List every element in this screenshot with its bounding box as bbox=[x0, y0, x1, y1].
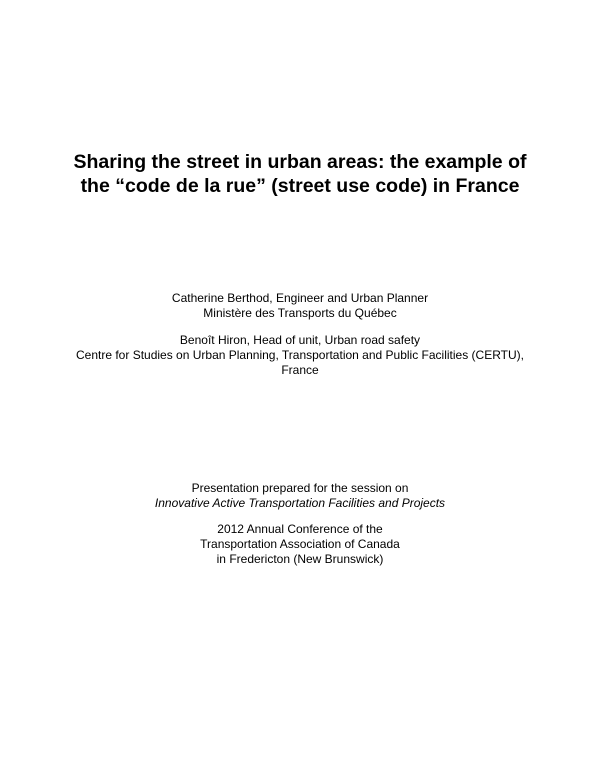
document-title bbox=[0, 150, 600, 198]
session-block bbox=[0, 481, 600, 511]
title-line-1: Sharing the street in urban areas: the example of bbox=[73, 151, 527, 173]
session-name: Innovative Active Transportation Facilities and Projects bbox=[154, 496, 446, 510]
author-block-2 bbox=[0, 333, 600, 378]
author-1-affiliation: Ministère des Transports du Québec bbox=[203, 306, 397, 320]
session-intro: Presentation prepared for the session on bbox=[191, 481, 409, 495]
title-line-2: the “code de la rue” (street use code) in France bbox=[80, 175, 520, 197]
conference-block bbox=[0, 522, 600, 567]
author-1-name-role: Catherine Berthod, Engineer and Urban Planner bbox=[171, 291, 429, 305]
author-2-name-role: Benoît Hiron, Head of unit, Urban road safety bbox=[179, 333, 421, 347]
author-2-affiliation-line-1: Centre for Studies on Urban Planning, Transportation and Public Facilities (CERTU), bbox=[76, 348, 524, 362]
author-block-1 bbox=[0, 291, 600, 321]
conference-line-1: 2012 Annual Conference of the bbox=[217, 522, 383, 536]
author-2-affiliation-line-2: France bbox=[281, 363, 319, 377]
conference-line-2: Transportation Association of Canada bbox=[200, 537, 400, 551]
conference-line-3: in Fredericton (New Brunswick) bbox=[216, 552, 384, 566]
